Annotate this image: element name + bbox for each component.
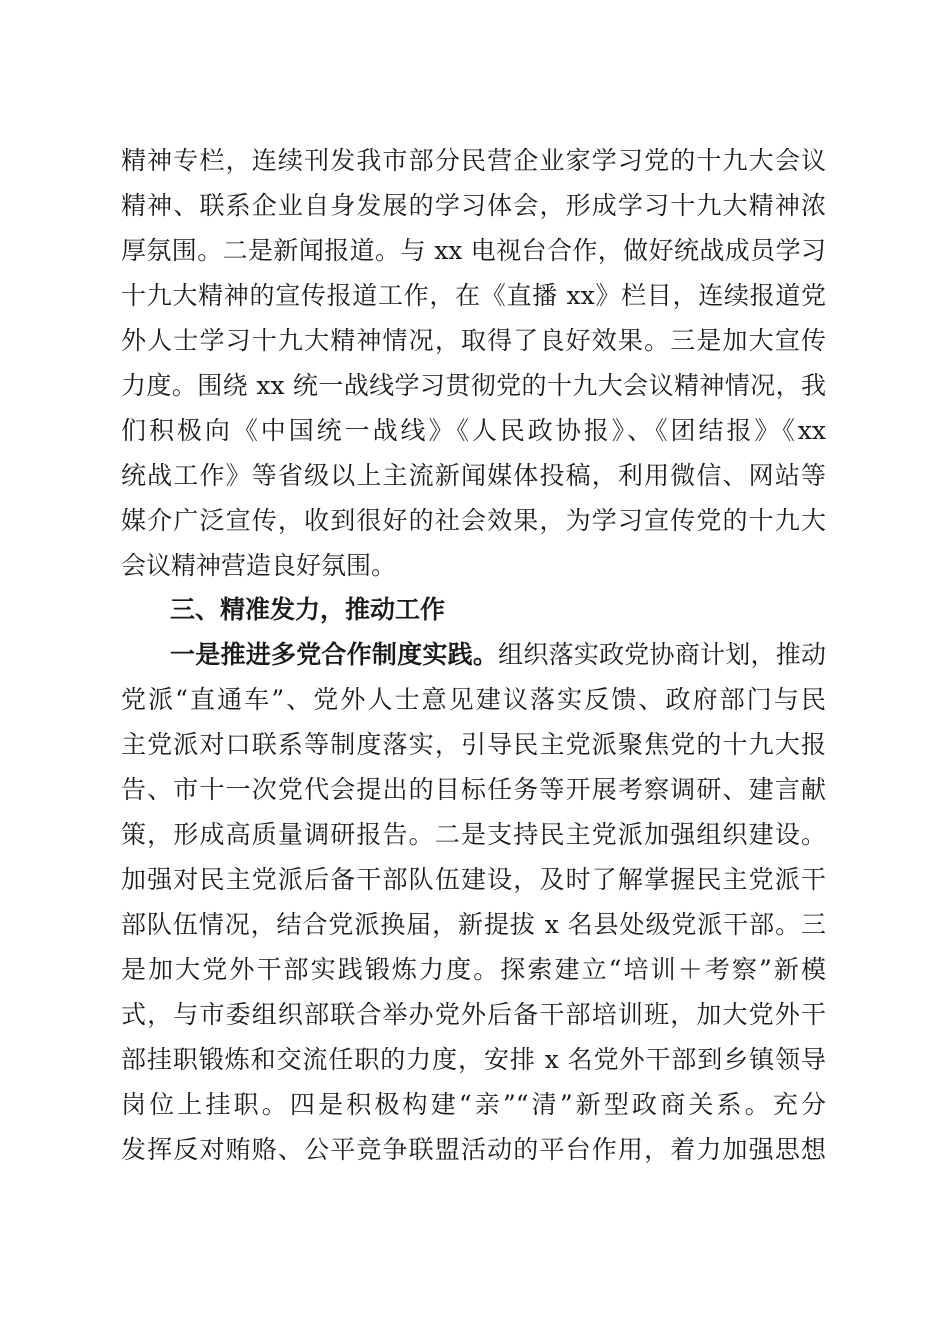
paragraph-line: 是加大党外干部实践锻炼力度。探索建立“培训＋考察”新模 <box>121 955 826 984</box>
paragraph-line: 媒介广泛宣传，收到很好的社会效果，为学习宣传党的十九大 <box>121 506 826 535</box>
paragraph-line: 告、市十一次党代会提出的目标任务等开展考察调研、建言献 <box>121 775 826 804</box>
paragraph-line: 部队伍情况，结合党派换届，新提拔 x 名县处级党派干部。三 <box>121 910 826 939</box>
paragraph-line: 精神、联系企业自身发展的学习体会，形成学习十九大精神浓 <box>121 191 826 220</box>
paragraph-line: 精神专栏，连续刊发我市部分民营企业家学习党的十九大会议 <box>121 146 826 175</box>
paragraph-line: 部挂职锻炼和交流任职的力度，安排 x 名党外干部到乡镇领导 <box>121 1045 826 1074</box>
paragraph-first-line <box>170 635 826 675</box>
paragraph-line: 会议精神营造良好氛围。 <box>121 551 397 580</box>
paragraph-line: 统战工作》等省级以上主流新闻媒体投稿，利用微信、网站等 <box>121 461 826 490</box>
paragraph-line: 加强对民主党派后备干部队伍建设，及时了解掌握民主党派干 <box>121 865 826 894</box>
paragraph-first-rest: 组织落实政党协商计划，推动 <box>498 640 826 669</box>
paragraph-line: 十九大精神的宣传报道工作，在《直播 xx》栏目，连续报道党 <box>121 281 826 310</box>
paragraph-line: 发挥反对贿赂、公平竞争联盟活动的平台作用，着力加强思想 <box>121 1135 826 1164</box>
paragraph-line: 式，与市委组织部联合举办党外后备干部培训班，加大党外干 <box>121 1000 826 1029</box>
paragraph-line: 力度。围绕 xx 统一战线学习贯彻党的十九大会议精神情况，我 <box>121 371 826 400</box>
section-heading: 三、精准发力，推动工作 <box>170 595 446 624</box>
paragraph-line: 厚氛围。二是新闻报道。与 xx 电视台合作，做好统战成员学习 <box>121 236 826 265</box>
paragraph-line: 们积极向《中国统一战线》《人民政协报》、《团结报》《xx <box>121 416 826 445</box>
paragraph-line: 策，形成高质量调研报告。二是支持民主党派加强组织建设。 <box>121 820 826 849</box>
paragraph-line: 外人士学习十九大精神情况，取得了良好效果。三是加大宣传 <box>121 326 826 355</box>
paragraph-line: 主党派对口联系等制度落实，引导民主党派聚焦党的十九大报 <box>121 730 826 759</box>
paragraph-lead: 一是推进多党合作制度实践。 <box>170 640 499 669</box>
paragraph-line: 岗位上挂职。四是积极构建“亲”“清”新型政商关系。充分 <box>121 1090 826 1119</box>
paragraph-line: 党派“直通车”、党外人士意见建议落实反馈、政府部门与民 <box>121 685 826 714</box>
